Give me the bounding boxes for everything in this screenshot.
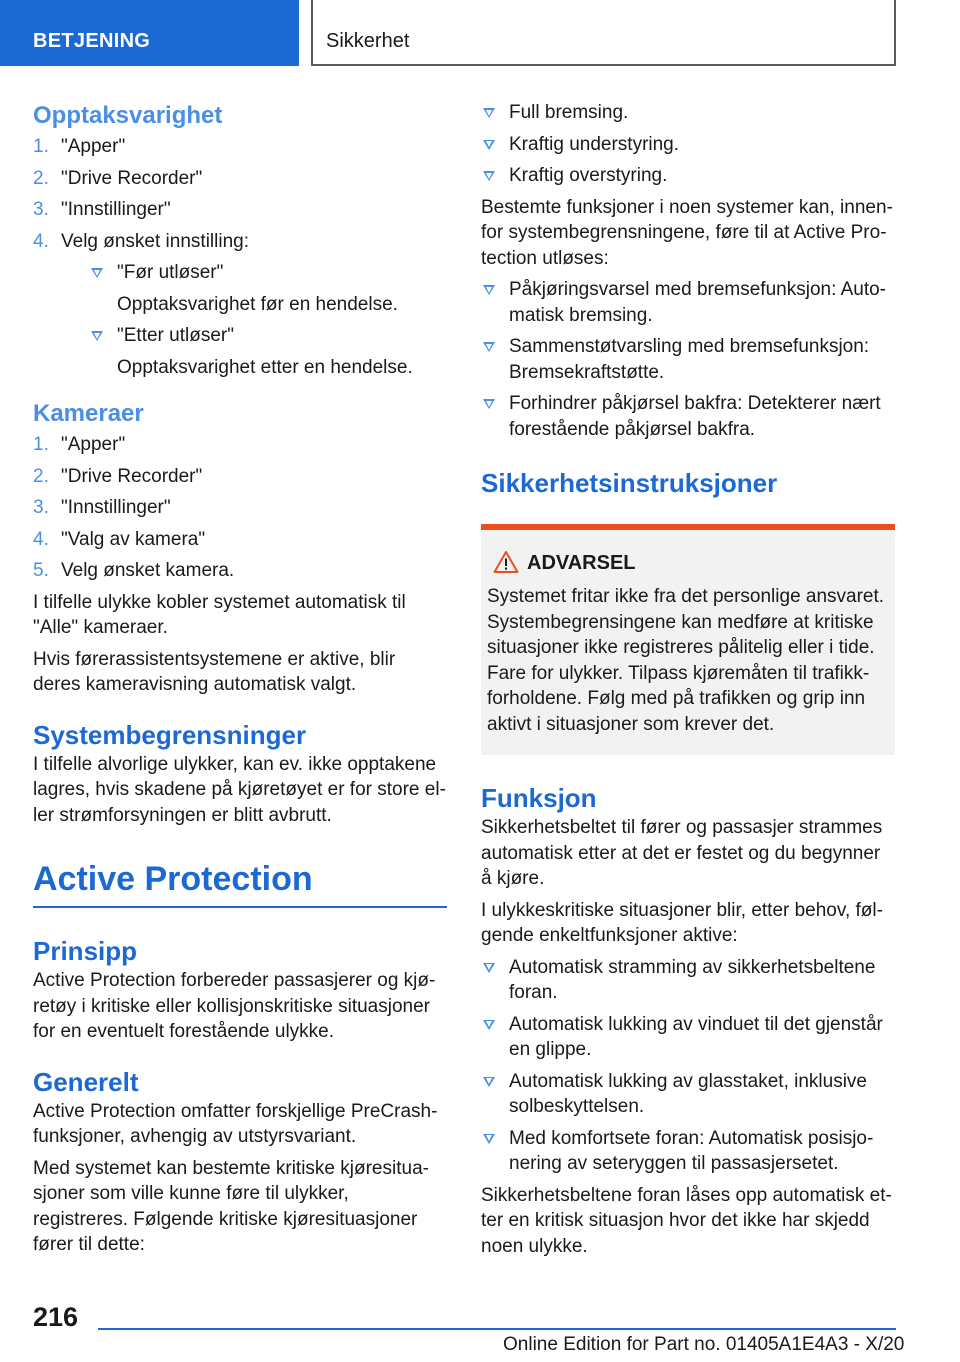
- list-item: Automatisk stramming av sikkerhetsbeltene foran.: [481, 955, 895, 1006]
- funksjon-paragraph-1: Sikkerhetsbeltet til fører og passasjer strammes automatisk etter at det er festet og du begynner å kjøre.: [481, 817, 883, 889]
- triangle-bullet-icon: [483, 1020, 495, 1030]
- list-item: Sammenstøtvarsling med bremsefunksjon: Bremsekraftstøtte.: [481, 334, 895, 385]
- footer-divider: [98, 1328, 896, 1330]
- list-item: "Før utløser" Opptaksvarighet før en hendelse.: [89, 260, 447, 317]
- page-header: [0, 0, 960, 66]
- heading-generelt: Generelt: [33, 1066, 139, 1097]
- heading-sikkerhetsinstruksjoner: Sikkerhetsinstruksjoner: [481, 468, 778, 498]
- heading-active-protection: Active Protection: [33, 858, 447, 908]
- prinsipp-paragraph: Active Protection forbereder passasjerer og kjøretøy i kritiske eller kollisjonskritiske situasjoner for en eventuelt forestående ulykke.: [33, 970, 436, 1042]
- step-item: 5. Velg ønsket kamera.: [33, 560, 235, 581]
- step-item: 3. "Innstillinger": [33, 497, 171, 518]
- list-item: Forhindrer påkjørsel bakfra: Detekterer nært forestående påkjørsel bakfra.: [481, 391, 895, 442]
- list-item: Full bremsing.: [481, 100, 895, 126]
- step-item: 3. "Innstillinger": [33, 199, 171, 220]
- heading-opptaksvarighet: Opptaksvarighet: [33, 102, 223, 129]
- list-item: Kraftig overstyring.: [481, 163, 895, 189]
- heading-systembegrensninger: Systembegrensninger: [33, 719, 307, 750]
- triangle-bullet-icon: [483, 140, 495, 150]
- heading-kameraer: Kameraer: [33, 400, 144, 427]
- step-item: 2. "Drive Recorder": [33, 465, 203, 487]
- kamera-steps: [33, 432, 447, 584]
- left-column: [33, 100, 447, 1264]
- step-item: 4. Velg ønsket innstilling: "Før utløser" Opptaksvarighet før en hendelse. "Etter utløser" Opptaksvarighet etter en hendelse.: [33, 229, 447, 381]
- list-item: "Etter utløser" Opptaksvarighet etter en hendelse.: [89, 323, 447, 380]
- chapter-tab: Sikkerhet: [311, 0, 896, 66]
- page-number: 216: [33, 1302, 79, 1332]
- triangle-bullet-icon: [91, 331, 103, 341]
- right-column: [481, 100, 895, 1265]
- triangle-bullet-icon: [483, 1077, 495, 1087]
- triangle-bullet-icon: [483, 285, 495, 295]
- kamera-paragraph-2: Hvis førerassistentsystemene er aktive, blir deres kameravisning automatisk valgt.: [33, 648, 396, 695]
- edition-text: Online Edition for Part no. 01405A1E4A3 - X/20: [503, 1334, 905, 1355]
- kamera-paragraph-1: I tilfelle ulykke kobler systemet automatisk til "Alle" kameraer.: [33, 591, 406, 638]
- heading-funksjon: Funksjon: [481, 783, 597, 813]
- step-item: 1. "Apper": [33, 434, 126, 455]
- heading-prinsipp: Prinsipp: [33, 936, 138, 966]
- list-item: Med komfortsete foran: Automatisk posisjonering av seteryggen til passasjersetet.: [481, 1126, 895, 1177]
- functions-intro-paragraph: Bestemte funksjoner i noen systemer kan, innenfor systembegrensningene, føre til at Active Protection utløses:: [481, 196, 893, 269]
- section-tab: BETJENING: [0, 0, 299, 66]
- triangle-bullet-icon: [483, 1134, 495, 1144]
- step-item: 2. "Drive Recorder": [33, 167, 203, 189]
- warning-text: Systemet fritar ikke fra det personlige ansvaret. Systembegrensingene kan medføre at kritiske situasjoner ikke registreres pålitelig eller i tide. Fare for ulykker. Tilpass kjøremåten til trafikkforholdene. Følg med på trafikken og grip inn aktivt i situasjoner som krever det.: [487, 586, 885, 735]
- opptak-steps: [33, 134, 447, 380]
- funksjon-paragraph-2: I ulykkeskritiske situasjoner blir, etter behov, følgende enkeltfunksjoner aktive:: [481, 899, 883, 946]
- triangle-bullet-icon: [483, 171, 495, 181]
- warning-box: [481, 524, 895, 755]
- triangle-bullet-icon: [483, 399, 495, 409]
- triangle-bullet-icon: [483, 342, 495, 352]
- function-list: [481, 955, 895, 1177]
- step-item: 1. "Apper": [33, 136, 126, 157]
- list-item: Kraftig understyring.: [481, 132, 895, 158]
- generelt-paragraph-1: Active Protection omfatter forskjellige PreCrash-funksjoner, avhengig av utstyrsvariant.: [33, 1100, 438, 1147]
- funksjon-paragraph-3: Sikkerhetsbeltene foran låses opp automatisk etter en kritisk situasjon hvor det ikke har skjedd noen ulykke.: [481, 1184, 892, 1257]
- situation-list: [481, 100, 895, 189]
- triangle-bullet-icon: [91, 268, 103, 278]
- warning-triangle-icon: [493, 550, 519, 574]
- trigger-list: [481, 277, 895, 442]
- list-item: Påkjøringsvarsel med bremsefunksjon: Automatisk bremsing.: [481, 277, 895, 328]
- systembegrensninger-paragraph: I tilfelle alvorlige ulykker, kan ev. ikke opptakene lagres, hvis skadene på kjøretøyet er for store eller strømforsyningen er blitt avbrutt.: [33, 753, 446, 826]
- triangle-bullet-icon: [483, 963, 495, 973]
- triangle-bullet-icon: [483, 108, 495, 118]
- generelt-paragraph-2: Med systemet kan bestemte kritiske kjøresituasjoner som ville kunne føre til ulykker, registreres. Følgende kritiske kjøresituasjoner fører til dette:: [33, 1157, 429, 1255]
- step-item: 4. "Valg av kamera": [33, 528, 206, 550]
- warning-title: ADVARSEL: [487, 550, 889, 576]
- list-item: Automatisk lukking av glasstaket, inklusive solbeskyttelsen.: [481, 1069, 895, 1120]
- opptak-sub-options: [89, 260, 447, 380]
- list-item: Automatisk lukking av vinduet til det gjenstår en glippe.: [481, 1012, 895, 1063]
